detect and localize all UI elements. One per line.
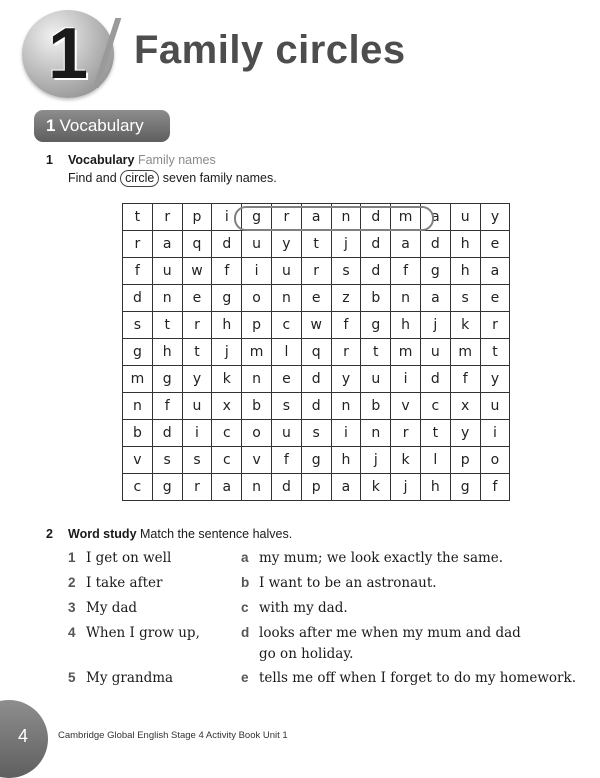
grid-cell: j xyxy=(212,339,242,366)
grid-cell: y xyxy=(450,420,480,447)
exercise-1-number: 1 xyxy=(46,153,53,167)
grid-row xyxy=(123,393,510,420)
grid-cell: d xyxy=(361,204,391,231)
grid-cell: a xyxy=(152,231,182,258)
grid-cell: h xyxy=(152,339,182,366)
grid-cell: a xyxy=(331,474,361,501)
grid-cell: t xyxy=(152,312,182,339)
match-right-d xyxy=(241,625,521,662)
grid-cell: f xyxy=(123,258,153,285)
grid-cell: n xyxy=(123,393,153,420)
grid-cell: w xyxy=(301,312,331,339)
grid-cell: g xyxy=(123,339,153,366)
grid-cell: s xyxy=(301,420,331,447)
grid-cell: f xyxy=(271,447,301,474)
match-left-1 xyxy=(68,550,171,566)
section-number: 1 xyxy=(46,116,56,135)
grid-cell: m xyxy=(391,339,421,366)
grid-cell: r xyxy=(271,204,301,231)
grid-cell: g xyxy=(242,204,272,231)
grid-cell: f xyxy=(212,258,242,285)
grid-cell: c xyxy=(420,393,450,420)
match-text-continued: go on holiday. xyxy=(259,646,354,662)
match-key: d xyxy=(241,625,250,640)
section-tab-vocabulary xyxy=(34,110,170,142)
instruction-text-post: seven family names. xyxy=(162,171,277,185)
match-text: I want to be an astronaut. xyxy=(259,575,437,591)
grid-cell: y xyxy=(480,366,510,393)
grid-cell: r xyxy=(480,312,510,339)
grid-cell: n xyxy=(391,285,421,312)
grid-cell: q xyxy=(182,231,212,258)
grid-cell: u xyxy=(480,393,510,420)
grid-cell: r xyxy=(123,231,153,258)
grid-cell: d xyxy=(123,285,153,312)
grid-cell: a xyxy=(420,285,450,312)
match-left-5 xyxy=(68,670,173,686)
grid-cell: r xyxy=(182,312,212,339)
grid-cell: d xyxy=(152,420,182,447)
match-key: 5 xyxy=(68,670,76,685)
match-key: b xyxy=(241,575,250,590)
footer-text: Cambridge Global English Stage 4 Activity Book Unit 1 xyxy=(58,730,288,741)
grid-cell: o xyxy=(242,420,272,447)
grid-cell: o xyxy=(242,285,272,312)
grid-cell: t xyxy=(361,339,391,366)
grid-cell: h xyxy=(391,312,421,339)
grid-cell: g xyxy=(361,312,391,339)
grid-cell: s xyxy=(450,285,480,312)
exercise-2-title: Word study xyxy=(68,527,137,541)
grid-cell: l xyxy=(271,339,301,366)
grid-cell: u xyxy=(271,258,301,285)
match-left-2 xyxy=(68,575,162,591)
grid-cell: n xyxy=(242,474,272,501)
match-right-c xyxy=(241,600,348,616)
match-text: When I grow up, xyxy=(86,625,200,641)
match-key: 3 xyxy=(68,600,76,615)
grid-cell: t xyxy=(301,231,331,258)
grid-cell: s xyxy=(271,393,301,420)
match-right-b xyxy=(241,575,437,591)
grid-row xyxy=(123,447,510,474)
grid-row xyxy=(123,312,510,339)
grid-cell: d xyxy=(361,258,391,285)
grid-cell: i xyxy=(182,420,212,447)
grid-cell: a xyxy=(480,258,510,285)
grid-cell: f xyxy=(480,474,510,501)
grid-cell: t xyxy=(480,339,510,366)
grid-cell: m xyxy=(123,366,153,393)
grid-cell: r xyxy=(152,204,182,231)
grid-cell: e xyxy=(480,231,510,258)
grid-cell: u xyxy=(420,339,450,366)
grid-cell: p xyxy=(242,312,272,339)
grid-cell: h xyxy=(450,258,480,285)
grid-cell: m xyxy=(450,339,480,366)
grid-cell: g xyxy=(152,474,182,501)
grid-cell: p xyxy=(182,204,212,231)
match-text: My grandma xyxy=(86,670,174,686)
grid-cell: y xyxy=(480,204,510,231)
grid-cell: r xyxy=(301,258,331,285)
match-left-3 xyxy=(68,600,137,616)
grid-row xyxy=(123,474,510,501)
unit-title: Family circles xyxy=(134,28,406,72)
grid-cell: f xyxy=(331,312,361,339)
grid-cell: p xyxy=(301,474,331,501)
grid-cell: i xyxy=(480,420,510,447)
grid-cell: c xyxy=(212,447,242,474)
grid-cell: n xyxy=(242,366,272,393)
grid-cell: c xyxy=(123,474,153,501)
circled-word: circle xyxy=(120,170,159,187)
grid-cell: a xyxy=(420,204,450,231)
grid-cell: y xyxy=(182,366,212,393)
match-text: I take after xyxy=(86,575,163,591)
match-text: I get on well xyxy=(86,550,172,566)
grid-cell: u xyxy=(450,204,480,231)
grid-cell: g xyxy=(212,285,242,312)
match-key: 1 xyxy=(68,550,76,565)
grid-cell: d xyxy=(301,393,331,420)
grid-cell: a xyxy=(212,474,242,501)
grid-cell: v xyxy=(123,447,153,474)
exercise-2-instruction: Match the sentence halves. xyxy=(140,527,293,541)
exercise-1-heading xyxy=(46,153,216,167)
grid-cell: u xyxy=(152,258,182,285)
grid-cell: i xyxy=(391,366,421,393)
grid-cell: b xyxy=(361,285,391,312)
grid-cell: n xyxy=(152,285,182,312)
grid-cell: h xyxy=(331,447,361,474)
instruction-text-pre: Find and xyxy=(68,171,117,185)
grid-cell: q xyxy=(301,339,331,366)
grid-cell: g xyxy=(420,258,450,285)
grid-cell: n xyxy=(331,204,361,231)
grid-cell: s xyxy=(123,312,153,339)
grid-cell: l xyxy=(420,447,450,474)
grid-cell: s xyxy=(152,447,182,474)
grid-cell: b xyxy=(242,393,272,420)
grid-row xyxy=(123,285,510,312)
unit-number-badge xyxy=(22,10,114,98)
match-key: a xyxy=(241,550,249,565)
unit-number: 1 xyxy=(47,14,89,94)
grid-cell: x xyxy=(212,393,242,420)
exercise-1-title: Vocabulary xyxy=(68,153,135,167)
grid-cell: j xyxy=(420,312,450,339)
grid-cell: g xyxy=(152,366,182,393)
grid-row xyxy=(123,231,510,258)
grid-cell: k xyxy=(450,312,480,339)
grid-cell: s xyxy=(182,447,212,474)
exercise-1-instruction xyxy=(68,170,277,187)
grid-cell: m xyxy=(242,339,272,366)
grid-cell: o xyxy=(480,447,510,474)
grid-cell: v xyxy=(391,393,421,420)
match-key: c xyxy=(241,600,249,615)
grid-cell: r xyxy=(182,474,212,501)
grid-cell: u xyxy=(361,366,391,393)
grid-row xyxy=(123,339,510,366)
grid-cell: t xyxy=(182,339,212,366)
word-search-grid xyxy=(122,203,510,501)
match-text: My dad xyxy=(86,600,138,616)
exercise-2-heading xyxy=(46,527,292,541)
grid-cell: b xyxy=(361,393,391,420)
grid-cell: u xyxy=(271,420,301,447)
match-left-4 xyxy=(68,625,200,641)
match-text: tells me off when I forget to do my homework. xyxy=(259,670,576,686)
grid-cell: n xyxy=(331,393,361,420)
grid-cell: t xyxy=(420,420,450,447)
page-number: 4 xyxy=(17,726,28,746)
grid-cell: t xyxy=(123,204,153,231)
grid-cell: z xyxy=(331,285,361,312)
grid-cell: u xyxy=(182,393,212,420)
grid-cell: y xyxy=(271,231,301,258)
grid-row xyxy=(123,366,510,393)
word-search-table xyxy=(122,203,510,501)
grid-cell: r xyxy=(331,339,361,366)
grid-cell: e xyxy=(271,366,301,393)
grid-cell: d xyxy=(212,231,242,258)
grid-row xyxy=(123,204,510,231)
grid-cell: k xyxy=(391,447,421,474)
grid-cell: k xyxy=(361,474,391,501)
grid-cell: r xyxy=(391,420,421,447)
match-text: with my dad. xyxy=(259,600,348,616)
grid-cell: e xyxy=(480,285,510,312)
grid-cell: n xyxy=(361,420,391,447)
match-key: 2 xyxy=(68,575,76,590)
grid-cell: d xyxy=(271,474,301,501)
grid-cell: f xyxy=(391,258,421,285)
grid-cell: a xyxy=(301,204,331,231)
grid-cell: h xyxy=(212,312,242,339)
grid-cell: s xyxy=(331,258,361,285)
grid-cell: p xyxy=(450,447,480,474)
grid-row xyxy=(123,258,510,285)
grid-cell: i xyxy=(242,258,272,285)
grid-cell: i xyxy=(331,420,361,447)
exercise-2-number: 2 xyxy=(46,527,53,541)
grid-cell: d xyxy=(420,366,450,393)
match-right-a xyxy=(241,550,503,566)
grid-cell: x xyxy=(450,393,480,420)
grid-cell: b xyxy=(123,420,153,447)
grid-cell: n xyxy=(271,285,301,312)
grid-cell: u xyxy=(242,231,272,258)
grid-cell: i xyxy=(212,204,242,231)
grid-cell: g xyxy=(450,474,480,501)
exercise-1-subtitle: Family names xyxy=(137,153,216,167)
grid-cell: k xyxy=(212,366,242,393)
grid-cell: a xyxy=(391,231,421,258)
grid-cell: d xyxy=(301,366,331,393)
grid-cell: e xyxy=(301,285,331,312)
grid-cell: j xyxy=(331,231,361,258)
match-key: 4 xyxy=(68,625,76,640)
grid-cell: d xyxy=(361,231,391,258)
match-text: looks after me when my mum and dad xyxy=(259,625,521,641)
grid-cell: e xyxy=(182,285,212,312)
grid-cell: w xyxy=(182,258,212,285)
grid-cell: v xyxy=(242,447,272,474)
grid-cell: j xyxy=(391,474,421,501)
grid-cell: d xyxy=(420,231,450,258)
grid-row xyxy=(123,420,510,447)
grid-cell: c xyxy=(271,312,301,339)
grid-cell: f xyxy=(152,393,182,420)
match-key: e xyxy=(241,670,249,685)
match-right-e xyxy=(241,670,576,686)
grid-cell: c xyxy=(212,420,242,447)
grid-cell: y xyxy=(331,366,361,393)
grid-cell: j xyxy=(361,447,391,474)
match-text: my mum; we look exactly the same. xyxy=(259,550,504,566)
grid-cell: m xyxy=(391,204,421,231)
grid-cell: f xyxy=(450,366,480,393)
grid-cell: h xyxy=(420,474,450,501)
grid-cell: g xyxy=(301,447,331,474)
grid-cell: h xyxy=(450,231,480,258)
section-label: Vocabulary xyxy=(59,116,144,135)
